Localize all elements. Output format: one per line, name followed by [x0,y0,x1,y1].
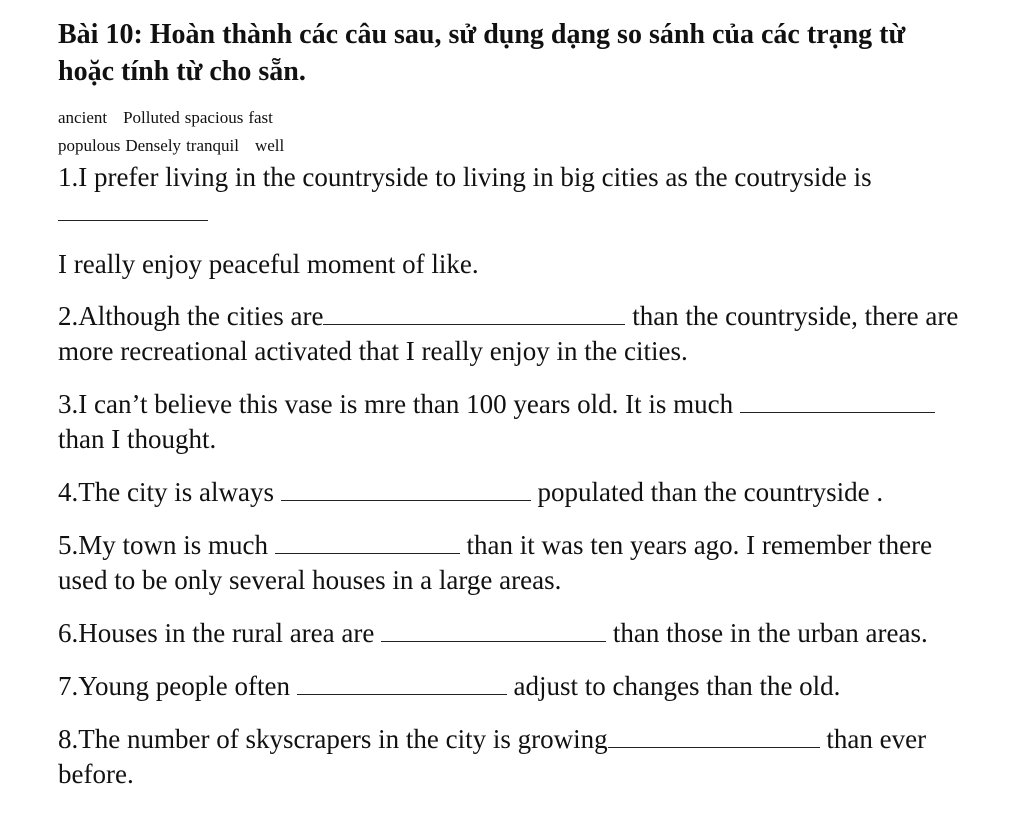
word-bank-word: fast [248,108,273,127]
question-3 [58,387,968,457]
answer-blank-2[interactable] [323,299,625,325]
question-8 [58,722,968,792]
answer-blank-4[interactable] [281,475,531,501]
word-bank-word: ancient [58,108,108,127]
answer-blank-8[interactable] [608,722,820,748]
question-5 [58,528,968,598]
question-1 [58,160,968,230]
question-1-note: I really enjoy peaceful moment of like. [58,249,479,279]
question-4-text-after: populated than the countryside . [530,477,884,507]
question-5-text-after: than it was ten years ago. I remember there used to be only several houses in a large areas. [58,530,933,595]
word-bank-word: Polluted [123,108,180,127]
question-7-text-after: adjust to changes than the old. [506,671,841,701]
answer-blank-1[interactable] [58,195,208,221]
question-7 [58,669,968,704]
question-3-text-before: 3.I can’t believe this vase is mre than 100 years old. It is much [58,389,734,419]
question-2-text-before: 2.Although the cities are [58,301,324,331]
exercise-page [58,16,968,792]
question-8-text-after: than ever before. [58,724,927,789]
question-5-text-before: 5.My town is much [58,530,275,560]
word-bank-word: Densely [125,136,182,155]
question-7-text-before: 7.Young people often [58,671,297,701]
question-2 [58,299,968,369]
word-bank-word: tranquil [186,136,239,155]
question-4 [58,475,968,510]
question-8-text-before: 8.The number of skyscrapers in the city is growing [58,724,608,754]
exercise-title: Bài 10: Hoàn thành các câu sau, sử dụng dạng so sánh của các trạng từ hoặc tính từ cho sẵn. [58,19,906,87]
question-1-text: 1.I prefer living in the countryside to living in big cities as the coutryside is [58,162,872,192]
word-bank-word: spacious [184,108,244,127]
question-3-text-after: than I thought. [58,424,217,454]
answer-blank-5[interactable] [275,528,460,554]
word-bank [58,104,968,160]
question-6 [58,616,968,651]
answer-blank-7[interactable] [297,669,507,695]
word-bank-row-1 [58,104,968,132]
question-6-text-before: 6.Houses in the rural area are [58,618,382,648]
word-bank-word: populous [58,136,121,155]
question-6-text-after: than those in the urban areas. [606,618,928,648]
word-bank-word: well [254,136,285,155]
answer-blank-6[interactable] [381,616,606,642]
question-2-text-after: than the countryside, there are more recreational activated that I really enjoy in the cities. [58,301,959,366]
answer-blank-3[interactable] [740,387,935,413]
word-bank-row-2 [58,132,968,160]
question-4-text-before: 4.The city is always [58,477,281,507]
